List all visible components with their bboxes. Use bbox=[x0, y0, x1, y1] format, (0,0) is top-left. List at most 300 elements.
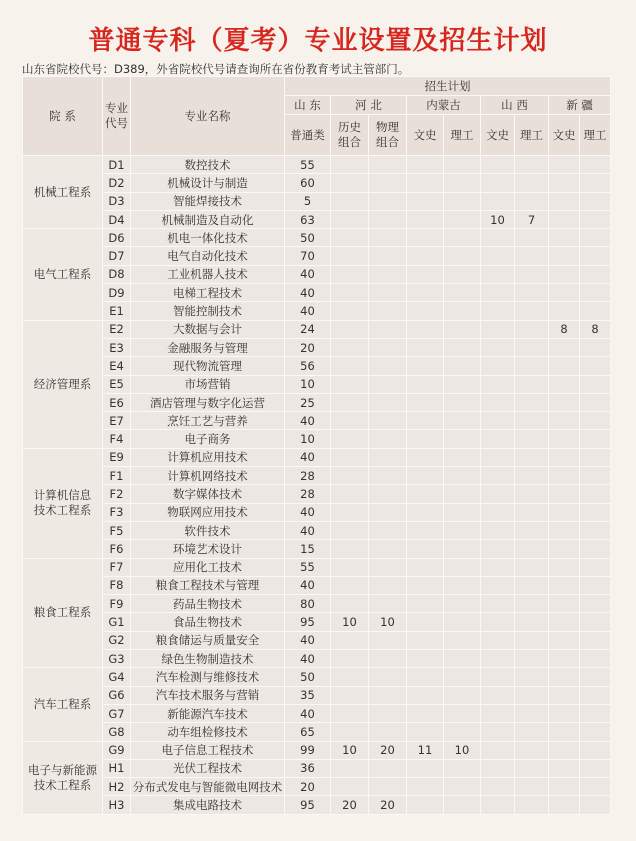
plan-value bbox=[369, 595, 407, 613]
plan-value: 20 bbox=[369, 741, 407, 759]
table-row bbox=[23, 302, 611, 320]
plan-value bbox=[481, 778, 515, 796]
plan-value bbox=[331, 686, 369, 704]
major-name: 市场营销 bbox=[131, 375, 285, 393]
plan-value bbox=[369, 247, 407, 265]
header-province-neimenggu: 内蒙古 bbox=[407, 96, 481, 115]
plan-value bbox=[580, 668, 611, 686]
plan-value bbox=[331, 467, 369, 485]
plan-value: 40 bbox=[285, 503, 331, 521]
major-code: D1 bbox=[103, 156, 131, 174]
plan-value: 40 bbox=[285, 302, 331, 320]
major-name: 大数据与会计 bbox=[131, 320, 285, 338]
plan-value: 10 bbox=[369, 613, 407, 631]
table-row bbox=[23, 192, 611, 210]
plan-value bbox=[481, 503, 515, 521]
plan-value bbox=[549, 412, 580, 430]
plan-value bbox=[549, 174, 580, 192]
plan-value bbox=[481, 430, 515, 448]
major-code: G3 bbox=[103, 650, 131, 668]
plan-value bbox=[369, 650, 407, 668]
plan-value bbox=[444, 485, 481, 503]
plan-value bbox=[369, 156, 407, 174]
plan-value bbox=[481, 467, 515, 485]
plan-value bbox=[331, 668, 369, 686]
plan-value bbox=[481, 558, 515, 576]
plan-value bbox=[407, 668, 444, 686]
table-row bbox=[23, 412, 611, 430]
table-row bbox=[23, 759, 611, 777]
plan-value: 28 bbox=[285, 467, 331, 485]
plan-value bbox=[549, 430, 580, 448]
plan-value bbox=[369, 467, 407, 485]
table-row bbox=[23, 448, 611, 466]
major-code: G7 bbox=[103, 704, 131, 722]
major-name: 数控技术 bbox=[131, 156, 285, 174]
plan-value: 50 bbox=[285, 229, 331, 247]
header-sub-1: 历史 组合 bbox=[331, 115, 369, 156]
plan-value bbox=[444, 778, 481, 796]
plan-value bbox=[580, 759, 611, 777]
plan-value: 5 bbox=[285, 192, 331, 210]
plan-value bbox=[580, 265, 611, 283]
plan-value bbox=[580, 686, 611, 704]
header-sub-2: 物理 组合 bbox=[369, 115, 407, 156]
major-code: E3 bbox=[103, 338, 131, 356]
plan-value: 56 bbox=[285, 357, 331, 375]
major-name: 新能源汽车技术 bbox=[131, 704, 285, 722]
plan-value bbox=[515, 467, 549, 485]
plan-value bbox=[580, 540, 611, 558]
department-name: 电气工程系 bbox=[23, 229, 103, 320]
table-row bbox=[23, 576, 611, 594]
plan-value bbox=[331, 229, 369, 247]
plan-value bbox=[407, 357, 444, 375]
plan-value bbox=[580, 430, 611, 448]
school-code-note: 山东省院校代号：D389，外省院校代号请查询所在省份教育考试主管部门。 bbox=[22, 62, 410, 76]
plan-value bbox=[515, 393, 549, 411]
plan-value bbox=[580, 210, 611, 228]
plan-value bbox=[549, 631, 580, 649]
major-name: 工业机器人技术 bbox=[131, 265, 285, 283]
major-code: H1 bbox=[103, 759, 131, 777]
plan-value bbox=[549, 467, 580, 485]
major-name: 智能焊接技术 bbox=[131, 192, 285, 210]
plan-value bbox=[580, 521, 611, 539]
plan-value bbox=[407, 558, 444, 576]
major-name: 软件技术 bbox=[131, 521, 285, 539]
table-row bbox=[23, 320, 611, 338]
plan-value bbox=[481, 613, 515, 631]
plan-value bbox=[481, 631, 515, 649]
plan-value bbox=[549, 302, 580, 320]
plan-value bbox=[515, 284, 549, 302]
major-code: G9 bbox=[103, 741, 131, 759]
plan-value bbox=[580, 338, 611, 356]
table-row bbox=[23, 723, 611, 741]
plan-value: 25 bbox=[285, 393, 331, 411]
plan-value: 40 bbox=[285, 412, 331, 430]
plan-value bbox=[331, 265, 369, 283]
plan-value bbox=[444, 595, 481, 613]
plan-value bbox=[369, 210, 407, 228]
plan-value bbox=[549, 357, 580, 375]
plan-value bbox=[407, 192, 444, 210]
plan-value bbox=[515, 320, 549, 338]
plan-value bbox=[549, 668, 580, 686]
major-name: 汽车技术服务与营销 bbox=[131, 686, 285, 704]
table-row bbox=[23, 741, 611, 759]
plan-value bbox=[580, 631, 611, 649]
plan-value bbox=[369, 631, 407, 649]
plan-value bbox=[369, 338, 407, 356]
plan-value bbox=[331, 320, 369, 338]
plan-value bbox=[580, 650, 611, 668]
plan-value bbox=[580, 302, 611, 320]
plan-value: 95 bbox=[285, 796, 331, 814]
plan-value bbox=[331, 192, 369, 210]
table-header bbox=[23, 77, 611, 156]
plan-value bbox=[580, 723, 611, 741]
major-code: E7 bbox=[103, 412, 131, 430]
plan-value bbox=[580, 156, 611, 174]
major-name: 电子商务 bbox=[131, 430, 285, 448]
plan-value bbox=[407, 265, 444, 283]
plan-value bbox=[369, 393, 407, 411]
plan-value bbox=[369, 174, 407, 192]
page-title: 普通专科（夏考）专业设置及招生计划 bbox=[88, 26, 548, 56]
plan-value bbox=[407, 302, 444, 320]
major-code: D4 bbox=[103, 210, 131, 228]
plan-value bbox=[369, 357, 407, 375]
plan-value: 11 bbox=[407, 741, 444, 759]
major-name: 机械制造及自动化 bbox=[131, 210, 285, 228]
major-name: 数字媒体技术 bbox=[131, 485, 285, 503]
plan-value bbox=[515, 558, 549, 576]
major-name: 药品生物技术 bbox=[131, 595, 285, 613]
major-name: 电气自动化技术 bbox=[131, 247, 285, 265]
plan-value bbox=[515, 485, 549, 503]
plan-value bbox=[331, 375, 369, 393]
plan-value bbox=[515, 595, 549, 613]
plan-value bbox=[331, 393, 369, 411]
plan-value bbox=[580, 485, 611, 503]
plan-value: 70 bbox=[285, 247, 331, 265]
plan-value bbox=[369, 302, 407, 320]
plan-value bbox=[481, 174, 515, 192]
plan-value bbox=[369, 229, 407, 247]
plan-value bbox=[331, 595, 369, 613]
plan-value: 40 bbox=[285, 265, 331, 283]
plan-value bbox=[481, 448, 515, 466]
plan-value bbox=[515, 302, 549, 320]
plan-value bbox=[444, 521, 481, 539]
plan-value bbox=[580, 741, 611, 759]
plan-value bbox=[444, 503, 481, 521]
plan-value bbox=[444, 302, 481, 320]
plan-value bbox=[444, 668, 481, 686]
plan-value: 40 bbox=[285, 448, 331, 466]
major-name: 绿色生物制造技术 bbox=[131, 650, 285, 668]
header-sub-6: 理工 bbox=[515, 115, 549, 156]
plan-value bbox=[481, 265, 515, 283]
plan-value bbox=[515, 540, 549, 558]
plan-value bbox=[331, 650, 369, 668]
plan-value bbox=[369, 540, 407, 558]
plan-value bbox=[549, 448, 580, 466]
plan-value bbox=[369, 485, 407, 503]
plan-value bbox=[549, 558, 580, 576]
plan-value bbox=[331, 704, 369, 722]
table-row bbox=[23, 229, 611, 247]
plan-value bbox=[515, 503, 549, 521]
plan-value bbox=[580, 595, 611, 613]
table-row bbox=[23, 375, 611, 393]
major-code: E5 bbox=[103, 375, 131, 393]
plan-value bbox=[580, 558, 611, 576]
plan-value bbox=[369, 284, 407, 302]
table-row bbox=[23, 521, 611, 539]
plan-value bbox=[444, 704, 481, 722]
major-name: 分布式发电与智能微电网技术 bbox=[131, 778, 285, 796]
plan-value bbox=[444, 357, 481, 375]
plan-value bbox=[549, 393, 580, 411]
plan-value bbox=[515, 156, 549, 174]
major-code: D8 bbox=[103, 265, 131, 283]
plan-value bbox=[444, 156, 481, 174]
major-code: F3 bbox=[103, 503, 131, 521]
major-code: D9 bbox=[103, 284, 131, 302]
plan-value bbox=[481, 576, 515, 594]
major-name: 机电一体化技术 bbox=[131, 229, 285, 247]
plan-value bbox=[515, 448, 549, 466]
major-name: 电梯工程技术 bbox=[131, 284, 285, 302]
plan-value: 36 bbox=[285, 759, 331, 777]
plan-value bbox=[549, 265, 580, 283]
table-row bbox=[23, 613, 611, 631]
plan-value: 95 bbox=[285, 613, 331, 631]
plan-value bbox=[407, 229, 444, 247]
plan-value: 55 bbox=[285, 156, 331, 174]
plan-value bbox=[407, 284, 444, 302]
header-code-text: 专业 代号 bbox=[105, 101, 128, 130]
plan-value bbox=[331, 430, 369, 448]
plan-value bbox=[444, 759, 481, 777]
major-code: E2 bbox=[103, 320, 131, 338]
plan-value bbox=[444, 796, 481, 814]
major-name: 酒店管理与数字化运营 bbox=[131, 393, 285, 411]
plan-value bbox=[407, 412, 444, 430]
plan-value bbox=[580, 576, 611, 594]
plan-value bbox=[444, 540, 481, 558]
plan-value: 40 bbox=[285, 521, 331, 539]
enrollment-plan-table bbox=[22, 76, 611, 815]
plan-value bbox=[515, 229, 549, 247]
plan-value: 15 bbox=[285, 540, 331, 558]
plan-value bbox=[549, 741, 580, 759]
major-code: D6 bbox=[103, 229, 131, 247]
header-province-shanxi: 山 西 bbox=[481, 96, 549, 115]
plan-value bbox=[369, 192, 407, 210]
plan-value: 20 bbox=[369, 796, 407, 814]
plan-value bbox=[481, 156, 515, 174]
major-name: 金融服务与管理 bbox=[131, 338, 285, 356]
plan-value bbox=[369, 265, 407, 283]
plan-value bbox=[369, 778, 407, 796]
plan-value: 99 bbox=[285, 741, 331, 759]
major-name: 机械设计与制造 bbox=[131, 174, 285, 192]
plan-value bbox=[580, 375, 611, 393]
header-dept: 院 系 bbox=[23, 77, 103, 156]
plan-value bbox=[515, 521, 549, 539]
department-name: 汽车工程系 bbox=[23, 668, 103, 741]
plan-value bbox=[407, 723, 444, 741]
plan-value: 20 bbox=[331, 796, 369, 814]
department-name: 计算机信息 技术工程系 bbox=[23, 448, 103, 558]
major-code: F1 bbox=[103, 467, 131, 485]
plan-value: 10 bbox=[481, 210, 515, 228]
plan-value bbox=[481, 229, 515, 247]
plan-value bbox=[444, 229, 481, 247]
major-code: F8 bbox=[103, 576, 131, 594]
plan-value: 10 bbox=[444, 741, 481, 759]
plan-value bbox=[407, 540, 444, 558]
plan-value bbox=[481, 412, 515, 430]
plan-value bbox=[549, 210, 580, 228]
plan-value bbox=[580, 448, 611, 466]
plan-value: 8 bbox=[580, 320, 611, 338]
plan-value bbox=[481, 338, 515, 356]
plan-value bbox=[444, 467, 481, 485]
major-name: 粮食储运与质量安全 bbox=[131, 631, 285, 649]
plan-value bbox=[407, 759, 444, 777]
plan-value bbox=[331, 576, 369, 594]
plan-value bbox=[515, 723, 549, 741]
plan-value bbox=[481, 741, 515, 759]
table-body bbox=[23, 156, 611, 815]
table-row bbox=[23, 247, 611, 265]
plan-value bbox=[444, 613, 481, 631]
plan-value bbox=[444, 375, 481, 393]
plan-value bbox=[481, 704, 515, 722]
plan-value bbox=[515, 375, 549, 393]
department-name: 机械工程系 bbox=[23, 156, 103, 229]
major-code: F2 bbox=[103, 485, 131, 503]
plan-value bbox=[580, 613, 611, 631]
major-name: 电子信息工程技术 bbox=[131, 741, 285, 759]
plan-value bbox=[580, 412, 611, 430]
plan-value bbox=[331, 302, 369, 320]
plan-value: 40 bbox=[285, 704, 331, 722]
plan-value bbox=[407, 393, 444, 411]
plan-value bbox=[481, 357, 515, 375]
plan-value: 24 bbox=[285, 320, 331, 338]
plan-value bbox=[580, 503, 611, 521]
plan-value bbox=[369, 558, 407, 576]
plan-value bbox=[580, 393, 611, 411]
table-row bbox=[23, 357, 611, 375]
plan-value: 60 bbox=[285, 174, 331, 192]
table-row bbox=[23, 284, 611, 302]
table-row bbox=[23, 503, 611, 521]
plan-value bbox=[444, 174, 481, 192]
table-row bbox=[23, 430, 611, 448]
plan-value bbox=[549, 156, 580, 174]
plan-value bbox=[369, 521, 407, 539]
plan-value bbox=[515, 412, 549, 430]
plan-value bbox=[407, 704, 444, 722]
plan-value bbox=[481, 796, 515, 814]
table-row bbox=[23, 210, 611, 228]
plan-value bbox=[369, 375, 407, 393]
major-name: 烹饪工艺与营养 bbox=[131, 412, 285, 430]
plan-value bbox=[549, 576, 580, 594]
plan-value bbox=[444, 210, 481, 228]
plan-value bbox=[580, 284, 611, 302]
major-name: 集成电路技术 bbox=[131, 796, 285, 814]
major-code: G6 bbox=[103, 686, 131, 704]
major-name: 动车组检修技术 bbox=[131, 723, 285, 741]
plan-value bbox=[444, 723, 481, 741]
plan-value bbox=[481, 485, 515, 503]
plan-value bbox=[407, 210, 444, 228]
plan-value bbox=[407, 174, 444, 192]
major-code: G2 bbox=[103, 631, 131, 649]
plan-value bbox=[407, 448, 444, 466]
plan-value bbox=[444, 576, 481, 594]
plan-value bbox=[444, 265, 481, 283]
plan-value bbox=[369, 668, 407, 686]
plan-value bbox=[481, 668, 515, 686]
plan-value bbox=[549, 778, 580, 796]
plan-value bbox=[481, 595, 515, 613]
plan-value bbox=[444, 650, 481, 668]
table-row bbox=[23, 686, 611, 704]
plan-value bbox=[407, 631, 444, 649]
plan-value: 65 bbox=[285, 723, 331, 741]
major-code: D2 bbox=[103, 174, 131, 192]
plan-value bbox=[549, 595, 580, 613]
major-code: D3 bbox=[103, 192, 131, 210]
table-row bbox=[23, 796, 611, 814]
plan-value bbox=[331, 485, 369, 503]
major-name: 计算机应用技术 bbox=[131, 448, 285, 466]
major-code: F7 bbox=[103, 558, 131, 576]
major-code: G8 bbox=[103, 723, 131, 741]
plan-value bbox=[331, 540, 369, 558]
plan-value bbox=[331, 210, 369, 228]
plan-value bbox=[444, 448, 481, 466]
plan-value bbox=[444, 686, 481, 704]
plan-value: 40 bbox=[285, 284, 331, 302]
major-name: 光伏工程技术 bbox=[131, 759, 285, 777]
major-code: E9 bbox=[103, 448, 131, 466]
plan-value bbox=[331, 284, 369, 302]
major-code: F9 bbox=[103, 595, 131, 613]
department-name: 电子与新能源 技术工程系 bbox=[23, 741, 103, 814]
plan-value bbox=[580, 796, 611, 814]
plan-value bbox=[549, 704, 580, 722]
plan-value bbox=[331, 521, 369, 539]
plan-value bbox=[481, 723, 515, 741]
plan-value bbox=[369, 759, 407, 777]
major-name: 食品生物技术 bbox=[131, 613, 285, 631]
plan-value bbox=[515, 704, 549, 722]
major-code: F4 bbox=[103, 430, 131, 448]
plan-value bbox=[444, 338, 481, 356]
plan-value bbox=[481, 540, 515, 558]
plan-value bbox=[580, 778, 611, 796]
